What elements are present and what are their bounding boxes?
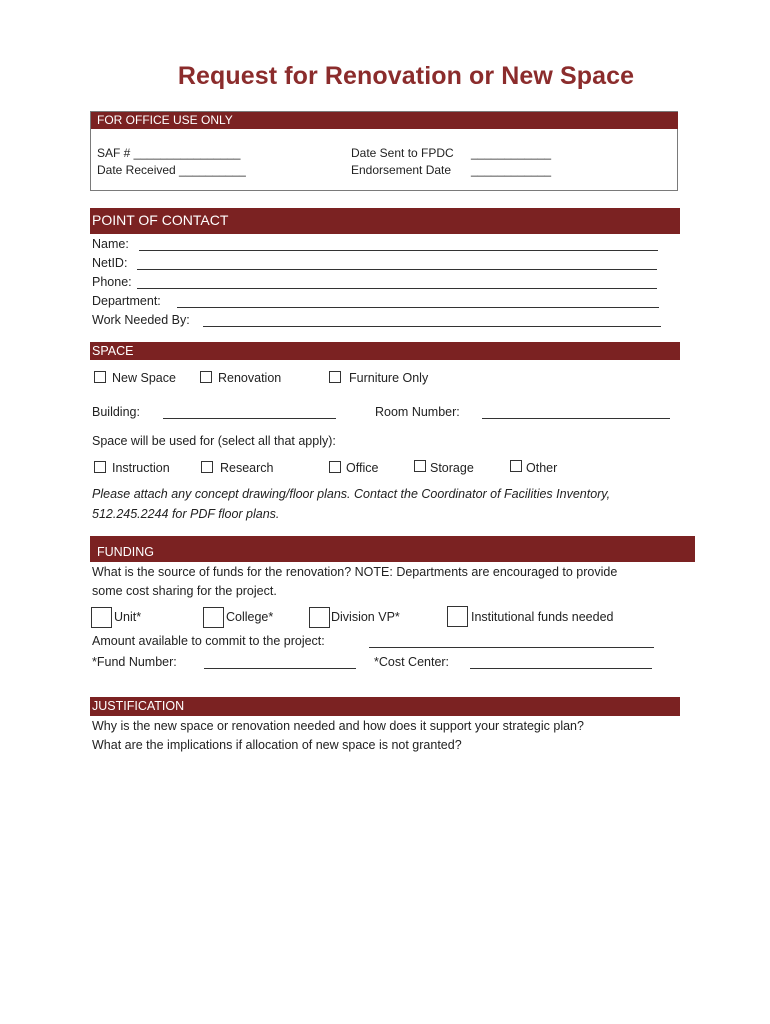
name-field[interactable]: [139, 250, 658, 251]
new-space-option-label: New Space: [112, 371, 176, 385]
work-needed-by-label: Work Needed By:: [92, 313, 190, 327]
floor-plan-note-line1: Please attach any concept drawing/floor plans. Contact the Coordinator of Facilities Inventory,: [92, 487, 611, 501]
renovation-option-label: Renovation: [218, 371, 282, 385]
department-field[interactable]: [177, 307, 659, 308]
funding-question-line1: What is the source of funds for the renovation? NOTE: Departments are encouraged to provide: [92, 565, 618, 579]
room-number-field[interactable]: [482, 418, 670, 419]
room-number-label: Room Number:: [375, 405, 460, 419]
point-of-contact-header: POINT OF CONTACT: [90, 208, 680, 234]
research-option-label: Research: [220, 461, 274, 475]
cost-center-label: *Cost Center:: [374, 655, 450, 669]
storage-option-label: Storage: [430, 461, 474, 475]
other-checkbox[interactable]: [510, 460, 522, 472]
institutional-funds-checkbox[interactable]: [447, 606, 468, 627]
netid-label: NetID:: [92, 256, 128, 270]
building-label: Building:: [92, 405, 140, 419]
name-label: Name:: [92, 237, 129, 251]
endorsement-date-label: Endorsement Date: [351, 163, 452, 177]
floor-plan-note-line2: 512.245.2244 for PDF floor plans.: [92, 507, 280, 521]
fund-number-label: *Fund Number:: [92, 655, 177, 669]
furniture-only-option-label: Furniture Only: [349, 371, 429, 385]
amount-available-label: Amount available to commit to the project:: [92, 634, 325, 648]
netid-field[interactable]: [137, 269, 657, 270]
page-title: Request for Renovation or New Space: [177, 62, 635, 90]
justification-header: JUSTIFICATION: [90, 697, 680, 716]
college-checkbox[interactable]: [203, 607, 224, 628]
justification-question-line1: Why is the new space or renovation needed and how does it support your strategic plan?: [92, 719, 584, 733]
furniture-only-checkbox[interactable]: [329, 371, 341, 383]
unit-checkbox[interactable]: [91, 607, 112, 628]
date-sent-blank: ____________: [471, 146, 552, 160]
date-received-label: Date Received __________: [97, 163, 246, 177]
justification-question-line2: What are the implications if allocation of new space is not granted?: [92, 738, 462, 752]
phone-label: Phone:: [92, 275, 132, 289]
instruction-option-label: Instruction: [112, 461, 170, 475]
renovation-checkbox[interactable]: [200, 371, 212, 383]
date-sent-label: Date Sent to FPDC: [351, 146, 454, 160]
storage-checkbox[interactable]: [414, 460, 426, 472]
building-field[interactable]: [163, 418, 336, 419]
institutional-funds-option-label: Institutional funds needed: [471, 610, 614, 624]
saf-number-label: SAF # ________________: [97, 146, 241, 160]
amount-available-field[interactable]: [369, 647, 654, 648]
space-usage-prompt: Space will be used for (select all that apply):: [92, 434, 336, 448]
office-option-label: Office: [346, 461, 379, 475]
department-label: Department:: [92, 294, 161, 308]
fund-number-field[interactable]: [204, 668, 356, 669]
college-option-label: College*: [226, 610, 274, 624]
endorsement-date-blank: ____________: [471, 163, 552, 177]
space-header: SPACE: [90, 342, 680, 360]
office-checkbox[interactable]: [329, 461, 341, 473]
instruction-checkbox[interactable]: [94, 461, 106, 473]
new-space-checkbox[interactable]: [94, 371, 106, 383]
other-option-label: Other: [526, 461, 558, 475]
research-checkbox[interactable]: [201, 461, 213, 473]
unit-option-label: Unit*: [114, 610, 142, 624]
funding-header: FUNDING: [90, 536, 695, 562]
division-vp-checkbox[interactable]: [309, 607, 330, 628]
funding-question-line2: some cost sharing for the project.: [92, 584, 277, 598]
cost-center-field[interactable]: [470, 668, 652, 669]
work-needed-by-field[interactable]: [203, 326, 661, 327]
division-vp-option-label: Division VP*: [331, 610, 400, 624]
office-use-header: FOR OFFICE USE ONLY: [91, 112, 678, 129]
phone-field[interactable]: [137, 288, 657, 289]
